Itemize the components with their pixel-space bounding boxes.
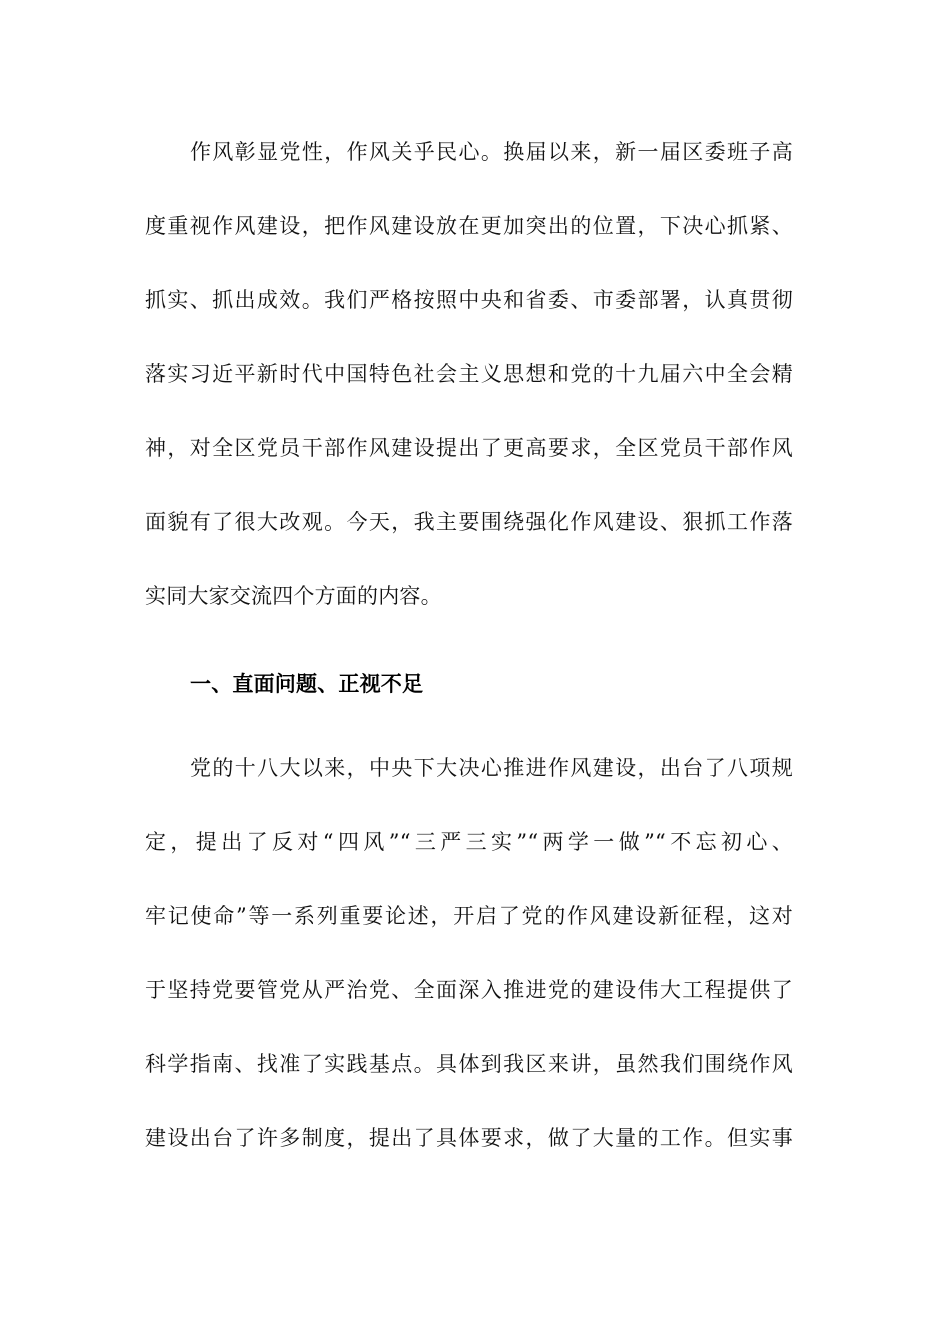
paragraph-line: 科学指南、找准了实践基点。具体到我区来讲，虽然我们围绕作风: [145, 1052, 793, 1076]
paragraph-line: 于坚持党要管党从严治党、全面深入推进党的建设伟大工程提供了: [145, 978, 793, 1002]
paragraph-line: 神，对全区党员干部作风建设提出了更高要求，全区党员干部作风: [145, 436, 793, 460]
section-heading: 一、直面问题、正视不足: [190, 672, 424, 696]
paragraph-line: 定，提出了反对“四风”“三严三实”“两学一做”“不忘初心、: [145, 830, 793, 854]
paragraph-line: 落实习近平新时代中国特色社会主义思想和党的十九届六中全会精: [145, 362, 793, 386]
paragraph-line: 抓实、抓出成效。我们严格按照中央和省委、市委部署，认真贯彻: [145, 288, 793, 312]
paragraph-line: 面貌有了很大改观。今天，我主要围绕强化作风建设、狠抓工作落: [145, 510, 793, 534]
paragraph-line: 牢记使命”等一系列重要论述，开启了党的作风建设新征程，这对: [145, 904, 793, 928]
paragraph-line: 实同大家交流四个方面的内容。: [145, 584, 442, 608]
paragraph-line: 度重视作风建设，把作风建设放在更加突出的位置，下决心抓紧、: [145, 214, 793, 238]
paragraph-line: 建设出台了许多制度，提出了具体要求，做了大量的工作。但实事: [145, 1126, 793, 1150]
paragraph-line: 党的十八大以来，中央下大决心推进作风建设，出台了八项规: [190, 756, 793, 780]
paragraph-line: 作风彰显党性，作风关乎民心。换届以来，新一届区委班子高: [190, 140, 793, 164]
